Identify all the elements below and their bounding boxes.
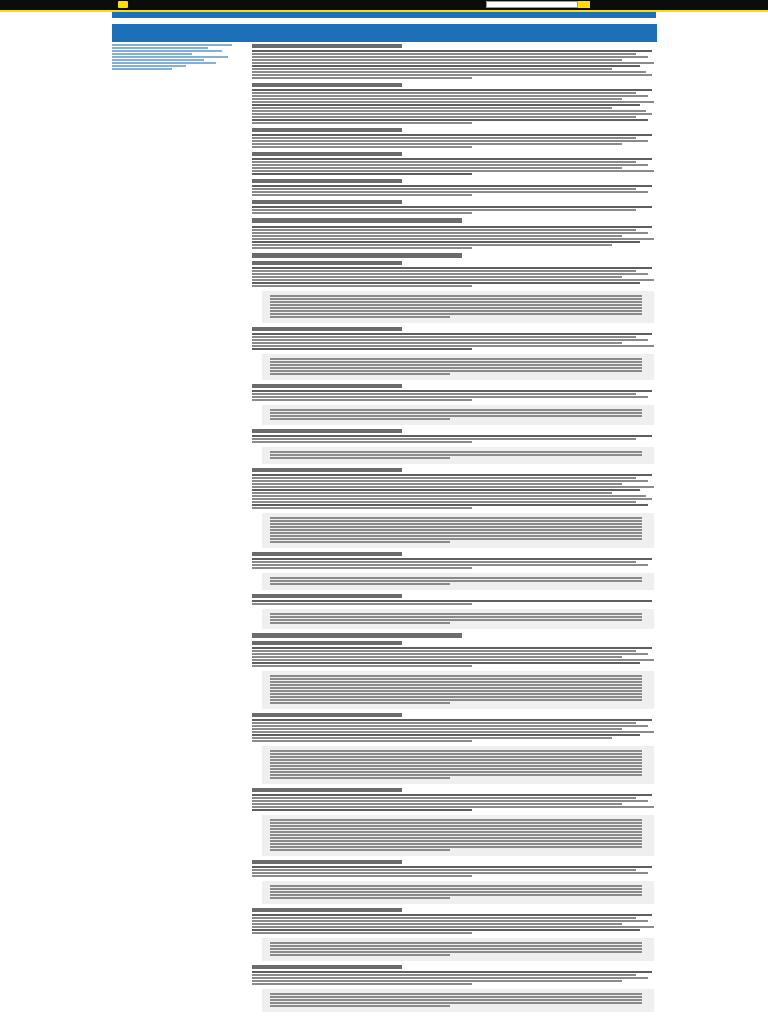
list-item <box>252 438 636 440</box>
guidance-note-line <box>270 750 642 752</box>
guidance-note-line <box>270 364 642 366</box>
list-item <box>252 486 654 488</box>
guidance-note-line <box>270 762 642 764</box>
list-item <box>252 653 648 655</box>
guidance-note-line <box>270 849 450 851</box>
guidance-note-line <box>270 613 642 615</box>
guidance-note-line <box>270 310 642 312</box>
guidance-note-line <box>270 885 642 887</box>
notice-banner[interactable] <box>112 12 656 18</box>
list-item <box>252 719 652 721</box>
guidance-note-line <box>270 771 642 773</box>
list-item <box>252 797 636 799</box>
guidance-note-line <box>270 894 642 896</box>
paragraph <box>252 209 636 211</box>
guidance-note-line <box>270 295 642 297</box>
list-item <box>252 656 622 658</box>
guidance-note-line <box>270 834 642 836</box>
guidance-note-line <box>270 888 642 890</box>
list-item <box>252 267 652 269</box>
paragraph <box>252 116 636 118</box>
contents-link[interactable] <box>112 56 228 58</box>
list-item <box>252 282 640 284</box>
guidance-note-line <box>270 828 642 830</box>
section-heading <box>252 384 402 388</box>
list-item <box>252 869 636 871</box>
list-item <box>252 498 652 500</box>
paragraph <box>252 188 636 190</box>
list-item <box>252 917 636 919</box>
paragraph <box>252 170 654 172</box>
guidance-note-line <box>270 304 642 306</box>
paragraph <box>252 107 612 109</box>
guidance-note-line <box>270 840 642 842</box>
guidance-note-line <box>270 529 642 531</box>
list-item <box>252 803 622 805</box>
guidance-note-line <box>270 951 642 953</box>
guidance-note-line <box>270 451 642 453</box>
guidance-note-line <box>270 520 642 522</box>
list-item <box>252 474 652 476</box>
paragraph <box>252 173 472 175</box>
paragraph <box>252 167 622 169</box>
guidance-note-line <box>270 753 642 755</box>
paragraph <box>252 241 640 243</box>
paragraph <box>252 56 648 58</box>
section-heading <box>252 152 402 156</box>
guidance-note-line <box>270 457 450 459</box>
list-item <box>252 273 648 275</box>
section-heading <box>252 552 402 556</box>
paragraph <box>252 206 652 208</box>
paragraph <box>252 74 652 76</box>
guidance-note-line <box>270 526 642 528</box>
list-item <box>252 932 472 934</box>
paragraph <box>252 140 648 142</box>
paragraph <box>252 68 612 70</box>
contents-link[interactable] <box>112 62 216 64</box>
paragraph <box>252 185 652 187</box>
section-heading <box>252 860 402 864</box>
list-item <box>252 662 640 664</box>
list-item <box>252 501 636 503</box>
guidance-note-line <box>270 948 642 950</box>
list-item <box>252 558 652 560</box>
paragraph <box>252 65 640 67</box>
list-item <box>252 504 648 506</box>
guidance-note-line <box>270 825 642 827</box>
guidance-note-line <box>270 538 642 540</box>
guidance-note-line <box>270 517 642 519</box>
guidance-note-line <box>270 580 642 582</box>
list-item <box>252 492 612 494</box>
contents-link[interactable] <box>112 65 186 67</box>
list-item <box>252 650 636 652</box>
list-item <box>252 971 652 973</box>
guidance-note-line <box>270 897 450 899</box>
list-item <box>252 435 652 437</box>
guidance-note-line <box>270 316 450 318</box>
guidance-note-line <box>270 358 642 360</box>
guidance-note-line <box>270 313 642 315</box>
paragraph <box>252 164 648 166</box>
section-heading <box>252 908 402 912</box>
guidance-note-line <box>270 696 642 698</box>
crown-icon[interactable] <box>118 1 128 8</box>
paragraph <box>252 119 648 121</box>
section-heading <box>252 261 402 265</box>
paragraph <box>252 98 622 100</box>
guidance-note-line <box>270 370 642 372</box>
list-item <box>252 276 622 278</box>
list-item <box>252 734 640 736</box>
section-heading <box>252 713 402 717</box>
guidance-note-line <box>270 954 450 956</box>
guidance-note-line <box>270 532 642 534</box>
guidance-note-line <box>270 702 450 704</box>
paragraph <box>252 143 622 145</box>
list-item <box>252 399 472 401</box>
guidance-note-line <box>270 616 642 618</box>
list-item <box>252 441 472 443</box>
guidance-note-line <box>270 759 642 761</box>
list-item <box>252 740 472 742</box>
guidance-note-line <box>270 765 642 767</box>
guidance-note-line <box>270 622 450 624</box>
paragraph <box>252 247 472 249</box>
section-heading <box>252 429 402 433</box>
list-item <box>252 561 636 563</box>
guidance-note-line <box>270 843 642 845</box>
list-item <box>252 974 636 976</box>
list-item <box>252 929 640 931</box>
section-heading <box>252 218 462 223</box>
paragraph <box>252 92 636 94</box>
section-heading <box>252 253 462 258</box>
guidance-note-line <box>270 418 450 420</box>
guidance-note-line <box>270 523 642 525</box>
paragraph <box>252 137 636 139</box>
list-item <box>252 564 648 566</box>
list-item <box>252 983 472 985</box>
document-body <box>252 44 658 1020</box>
list-item <box>252 495 646 497</box>
list-item <box>252 396 648 398</box>
guidance-note-line <box>270 756 642 758</box>
list-item <box>252 348 472 350</box>
section-heading <box>252 44 402 48</box>
guidance-note-line <box>270 768 642 770</box>
contents-sidebar <box>112 44 242 74</box>
paragraph <box>252 161 636 163</box>
list-item <box>252 567 472 569</box>
paragraph <box>252 104 640 106</box>
list-item <box>252 665 472 667</box>
list-item <box>252 477 636 479</box>
search-input[interactable] <box>486 1 578 8</box>
guidance-note-line <box>270 837 642 839</box>
guidance-note-line <box>270 693 642 695</box>
guidance-note-line <box>270 307 642 309</box>
guidance-note-line <box>270 996 642 998</box>
guidance-note-line <box>270 415 642 417</box>
paragraph <box>252 191 648 193</box>
contents-link[interactable] <box>112 44 232 46</box>
guidance-note-line <box>270 454 642 456</box>
paragraph <box>252 212 472 214</box>
paragraph <box>252 134 652 136</box>
section-heading <box>252 965 402 969</box>
list-item <box>252 345 654 347</box>
list-item <box>252 722 636 724</box>
section-heading <box>252 788 402 792</box>
guidance-note-line <box>270 993 642 995</box>
contents-link[interactable] <box>112 68 172 70</box>
paragraph <box>252 62 654 64</box>
guidance-note-line <box>270 846 642 848</box>
paragraph <box>252 50 652 52</box>
guidance-note-line <box>270 684 642 686</box>
list-item <box>252 977 648 979</box>
list-item <box>252 489 640 491</box>
paragraph <box>252 226 652 228</box>
guidance-note-line <box>270 681 642 683</box>
paragraph <box>252 146 472 148</box>
paragraph <box>252 238 654 240</box>
guidance-note-line <box>270 777 450 779</box>
paragraph <box>252 194 472 196</box>
guidance-note-line <box>270 535 642 537</box>
list-item <box>252 279 654 281</box>
guidance-note-line <box>270 373 450 375</box>
list-item <box>252 336 636 338</box>
contents-link[interactable] <box>112 53 192 55</box>
guidance-note-line <box>270 412 642 414</box>
section-heading <box>252 128 402 132</box>
guidance-note-line <box>270 942 642 944</box>
guidance-note-line <box>270 577 642 579</box>
list-item <box>252 875 472 877</box>
list-item <box>252 270 636 272</box>
guidance-note-line <box>270 822 642 824</box>
guidance-note-line <box>270 819 642 821</box>
paragraph <box>252 89 652 91</box>
paragraph <box>252 101 654 103</box>
list-item <box>252 794 652 796</box>
guidance-note-line <box>270 891 642 893</box>
guidance-note-line <box>270 1005 450 1007</box>
list-item <box>252 920 648 922</box>
list-item <box>252 647 652 649</box>
list-item <box>252 731 654 733</box>
paragraph <box>252 244 612 246</box>
search-icon[interactable] <box>578 1 590 8</box>
section-heading <box>252 641 402 645</box>
guidance-note-line <box>270 945 642 947</box>
guidance-note-line <box>270 583 450 585</box>
section-heading <box>252 633 462 638</box>
paragraph <box>252 77 472 79</box>
guidance-note-line <box>270 687 642 689</box>
list-item <box>252 333 652 335</box>
guidance-note-line <box>270 774 642 776</box>
list-item <box>252 923 622 925</box>
paragraph <box>252 110 646 112</box>
paragraph <box>252 235 622 237</box>
list-item <box>252 926 654 928</box>
guidance-note-line <box>270 1002 642 1004</box>
contents-link[interactable] <box>112 59 204 61</box>
paragraph <box>252 229 636 231</box>
section-heading <box>252 327 402 331</box>
guidance-note-line <box>270 831 642 833</box>
section-heading <box>252 594 402 598</box>
guidance-note-line <box>270 619 642 621</box>
site-header <box>0 0 768 10</box>
guidance-note-line <box>270 541 450 543</box>
list-item <box>252 725 648 727</box>
paragraph <box>252 71 646 73</box>
list-item <box>252 393 636 395</box>
guidance-note-line <box>270 690 642 692</box>
list-item <box>252 728 622 730</box>
guidance-note-line <box>270 301 642 303</box>
paragraph <box>252 232 648 234</box>
guidance-note-line <box>270 678 642 680</box>
paragraph <box>252 158 652 160</box>
list-item <box>252 980 622 982</box>
guidance-note-line <box>270 699 642 701</box>
guidance-note-line <box>270 675 642 677</box>
paragraph <box>252 122 472 124</box>
list-item <box>252 483 622 485</box>
list-item <box>252 285 472 287</box>
list-item <box>252 600 652 602</box>
contents-link[interactable] <box>112 47 208 49</box>
list-item <box>252 866 652 868</box>
list-item <box>252 603 472 605</box>
paragraph <box>252 53 636 55</box>
section-heading <box>252 200 402 204</box>
section-heading <box>252 179 402 183</box>
guidance-note-line <box>270 999 642 1001</box>
paragraph <box>252 113 652 115</box>
list-item <box>252 872 648 874</box>
list-item <box>252 914 652 916</box>
contents-link[interactable] <box>112 50 222 52</box>
list-item <box>252 800 648 802</box>
page-title-banner <box>112 24 657 42</box>
guidance-note-line <box>270 367 642 369</box>
list-item <box>252 809 472 811</box>
guidance-note-line <box>270 298 642 300</box>
guidance-note-line <box>270 361 642 363</box>
paragraph <box>252 59 622 61</box>
list-item <box>252 507 472 509</box>
paragraph <box>252 95 648 97</box>
list-item <box>252 659 654 661</box>
guidance-note-line <box>270 409 642 411</box>
section-heading <box>252 468 402 472</box>
section-heading <box>252 83 402 87</box>
list-item <box>252 390 652 392</box>
list-item <box>252 339 648 341</box>
list-item <box>252 342 622 344</box>
list-item <box>252 737 612 739</box>
list-item <box>252 806 654 808</box>
list-item <box>252 480 648 482</box>
